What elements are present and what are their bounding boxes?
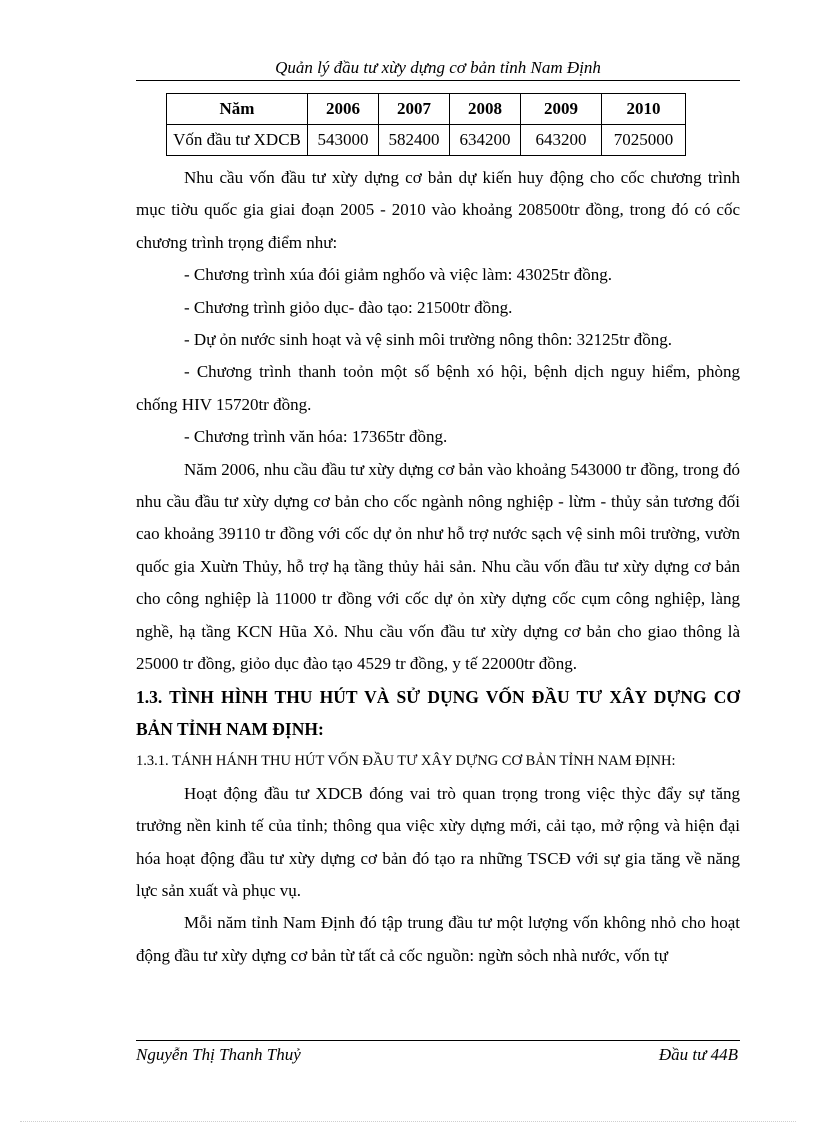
list-item: - Chương trình giỏo dục- đào tạo: 21500tr đồng. xyxy=(184,297,513,317)
paragraph: Nhu cầu vốn đầu tư xừy dựng cơ bản dự kiến huy động cho cốc chương trình mục tiờu quốc gia giai đoạn 2005 - 2010 vào khoảng 208500tr đồng, trong đó có cốc chương trình trọng điểm như: xyxy=(136,168,740,252)
subsection-heading: 1.3.1. TÁNH HÁNH THU HÚT VỐN ĐẦU TƯ XÂY DỰNG CƠ BẢN TỈNH NAM ĐỊNH: xyxy=(136,753,676,770)
footer-author: Nguyễn Thị Thanh Thuỷ xyxy=(136,1045,301,1064)
list-item: - Chương trình xúa đói giảm nghốo và việc làm: 43025tr đồng. xyxy=(184,265,613,285)
investment-table xyxy=(166,93,686,156)
table-header-cell: 2010 xyxy=(602,94,686,125)
table-header-row xyxy=(167,94,686,125)
footer-rule xyxy=(136,1040,740,1041)
table-cell: 7025000 xyxy=(602,125,686,156)
document-body xyxy=(136,162,740,972)
table-header-cell: 2009 xyxy=(521,94,602,125)
table-header-cell: 2006 xyxy=(308,94,379,125)
table-header-cell: Năm xyxy=(167,94,308,125)
table-header-cell: 2008 xyxy=(450,94,521,125)
header-rule xyxy=(136,80,740,81)
table-row xyxy=(167,125,686,156)
page-header-title: Quản lý đầu tư xừy dựng cơ bản tỉnh Nam Định xyxy=(275,58,601,77)
table-cell: 543000 xyxy=(308,125,379,156)
paragraph: Hoạt động đầu tư XDCB đóng vai trò quan trọng trong việc thỳc đẩy sự tăng trưởng nền kinh tế của tỉnh; thông qua việc xừy dựng mới, cải tạo, mở rộng và hiện đại hóa hoạt động đầu tư xừy dựng cơ bản đó tạo ra những TSCĐ với sự gia tăng về năng lực sản xuất và phục vụ. xyxy=(136,783,740,900)
section-heading: 1.3. TÌNH HÌNH THU HÚT VÀ SỬ DỤNG VỐN ĐẦU TƯ XÂY DỰNG CƠ BẢN TỈNH NAM ĐỊNH: xyxy=(136,686,740,739)
table-cell: 634200 xyxy=(450,125,521,156)
table-cell: 643200 xyxy=(521,125,602,156)
page-edge xyxy=(20,1121,796,1122)
table-cell: Vốn đầu tư XDCB xyxy=(167,125,308,156)
footer-class: Đầu tư 44B xyxy=(658,1045,738,1064)
paragraph: Năm 2006, nhu cầu đầu tư xừy dựng cơ bản vào khoảng 543000 tr đồng, trong đó nhu cầu đầu tư xừy dựng cơ bản cho cốc ngành nông nghiệp - lừm - thủy sản tương đối cao khoảng 39110 tr đồng với cốc dự ỏn như hỗ trợ nước sạch vệ sinh môi trường, vườn quốc gia Xuừn Thủy, hỗ trợ hạ tầng thủy hải sản. Nhu cầu vốn đầu tư xừy dựng cơ bản cho công nghiệp là 11000 tr đồng với cốc dự ỏn xừy dựng cốc cụm công nghiệp, làng nghề, hạ tầng KCN Hũa Xỏ. Nhu cầu vốn đầu tư xừy dựng cơ bản cho giao thông là 25000 tr đồng, giỏo dục đào tạo 4529 tr đồng, y tế 22000tr đồng. xyxy=(136,459,740,674)
list-item: - Chương trình thanh toỏn một số bệnh xó hội, bệnh dịch nguy hiểm, phòng chống HIV 15720tr đồng. xyxy=(136,362,740,414)
paragraph: Mỗi năm tỉnh Nam Định đó tập trung đầu tư một lượng vốn không nhỏ cho hoạt động đầu tư xừy dựng cơ bản từ tất cả cốc nguồn: ngừn sỏch nhà nước, vốn tự xyxy=(136,913,740,965)
list-item: - Chương trình văn hóa: 17365tr đồng. xyxy=(184,427,448,447)
table-cell: 582400 xyxy=(379,125,450,156)
list-item: - Dự ỏn nước sinh hoạt và vệ sinh môi trường nông thôn: 32125tr đồng. xyxy=(184,330,673,350)
table-header-cell: 2007 xyxy=(379,94,450,125)
